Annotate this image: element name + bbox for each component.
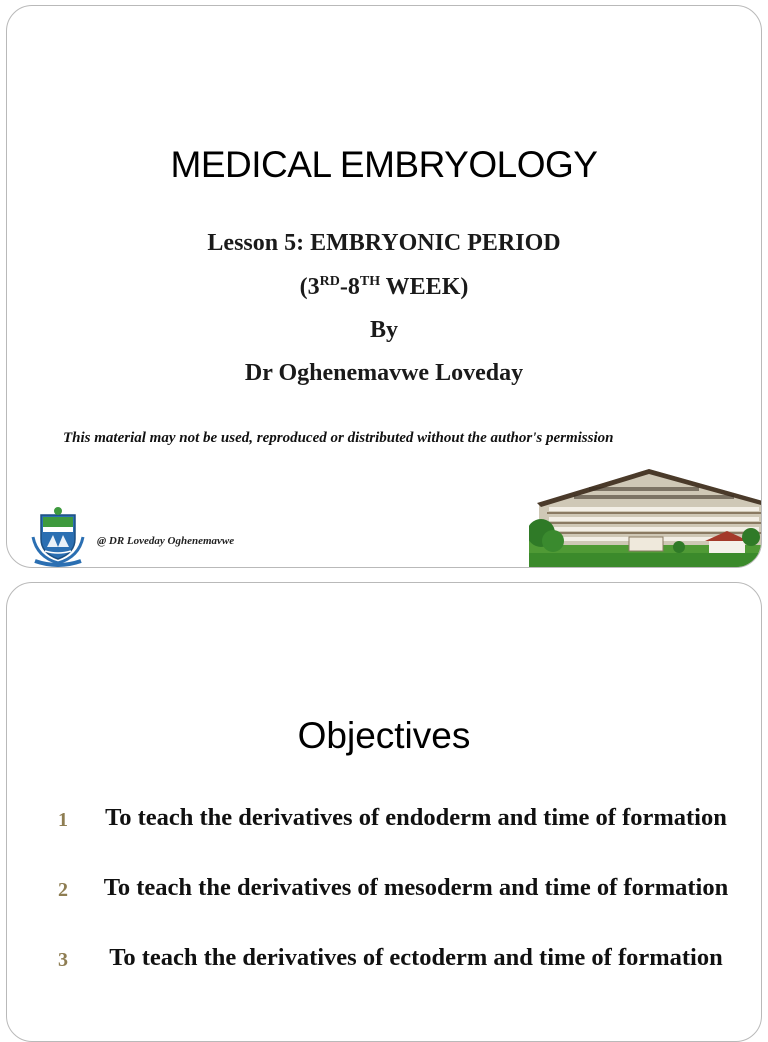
objectives-heading: Objectives: [297, 715, 471, 756]
objective-item: [7, 871, 761, 941]
copyright-text: @ DR Loveday Oghenemavwe: [97, 535, 235, 547]
slide-title: [6, 5, 762, 568]
slide-title-heading: MEDICAL EMBRYOLOGY: [170, 144, 598, 185]
by-line: By: [369, 317, 398, 343]
objectives-list: [7, 801, 761, 1011]
university-building-image: [529, 461, 762, 568]
objective-text: To teach the derivatives of endoderm and time of formation: [105, 804, 727, 831]
week-range-open: (3: [299, 274, 320, 300]
university-seal-logo: [27, 503, 89, 567]
week-range-close: WEEK): [380, 274, 469, 300]
objective-item: [7, 941, 761, 1011]
slide-objectives: [6, 582, 762, 1042]
week-range: [7, 274, 761, 301]
week-range-mid: -8: [339, 274, 360, 300]
lesson-subtitle: Lesson 5: EMBRYONIC PERIOD: [207, 230, 561, 256]
objective-text: To teach the derivatives of mesoderm and time of formation: [103, 874, 729, 901]
permission-notice: This material may not be used, reproduced or distributed without the author's permission: [63, 430, 614, 446]
objective-number: 1: [58, 809, 68, 831]
objective-item: [7, 801, 761, 871]
objective-text: To teach the derivatives of ectoderm and time of formation: [109, 944, 723, 971]
week-range-sup-th: TH: [359, 274, 381, 289]
author-name: Dr Oghenemavwe Loveday: [244, 360, 524, 386]
week-range-sup-rd: RD: [319, 274, 340, 289]
objective-number: 3: [58, 949, 68, 971]
objective-number: 2: [58, 879, 68, 901]
